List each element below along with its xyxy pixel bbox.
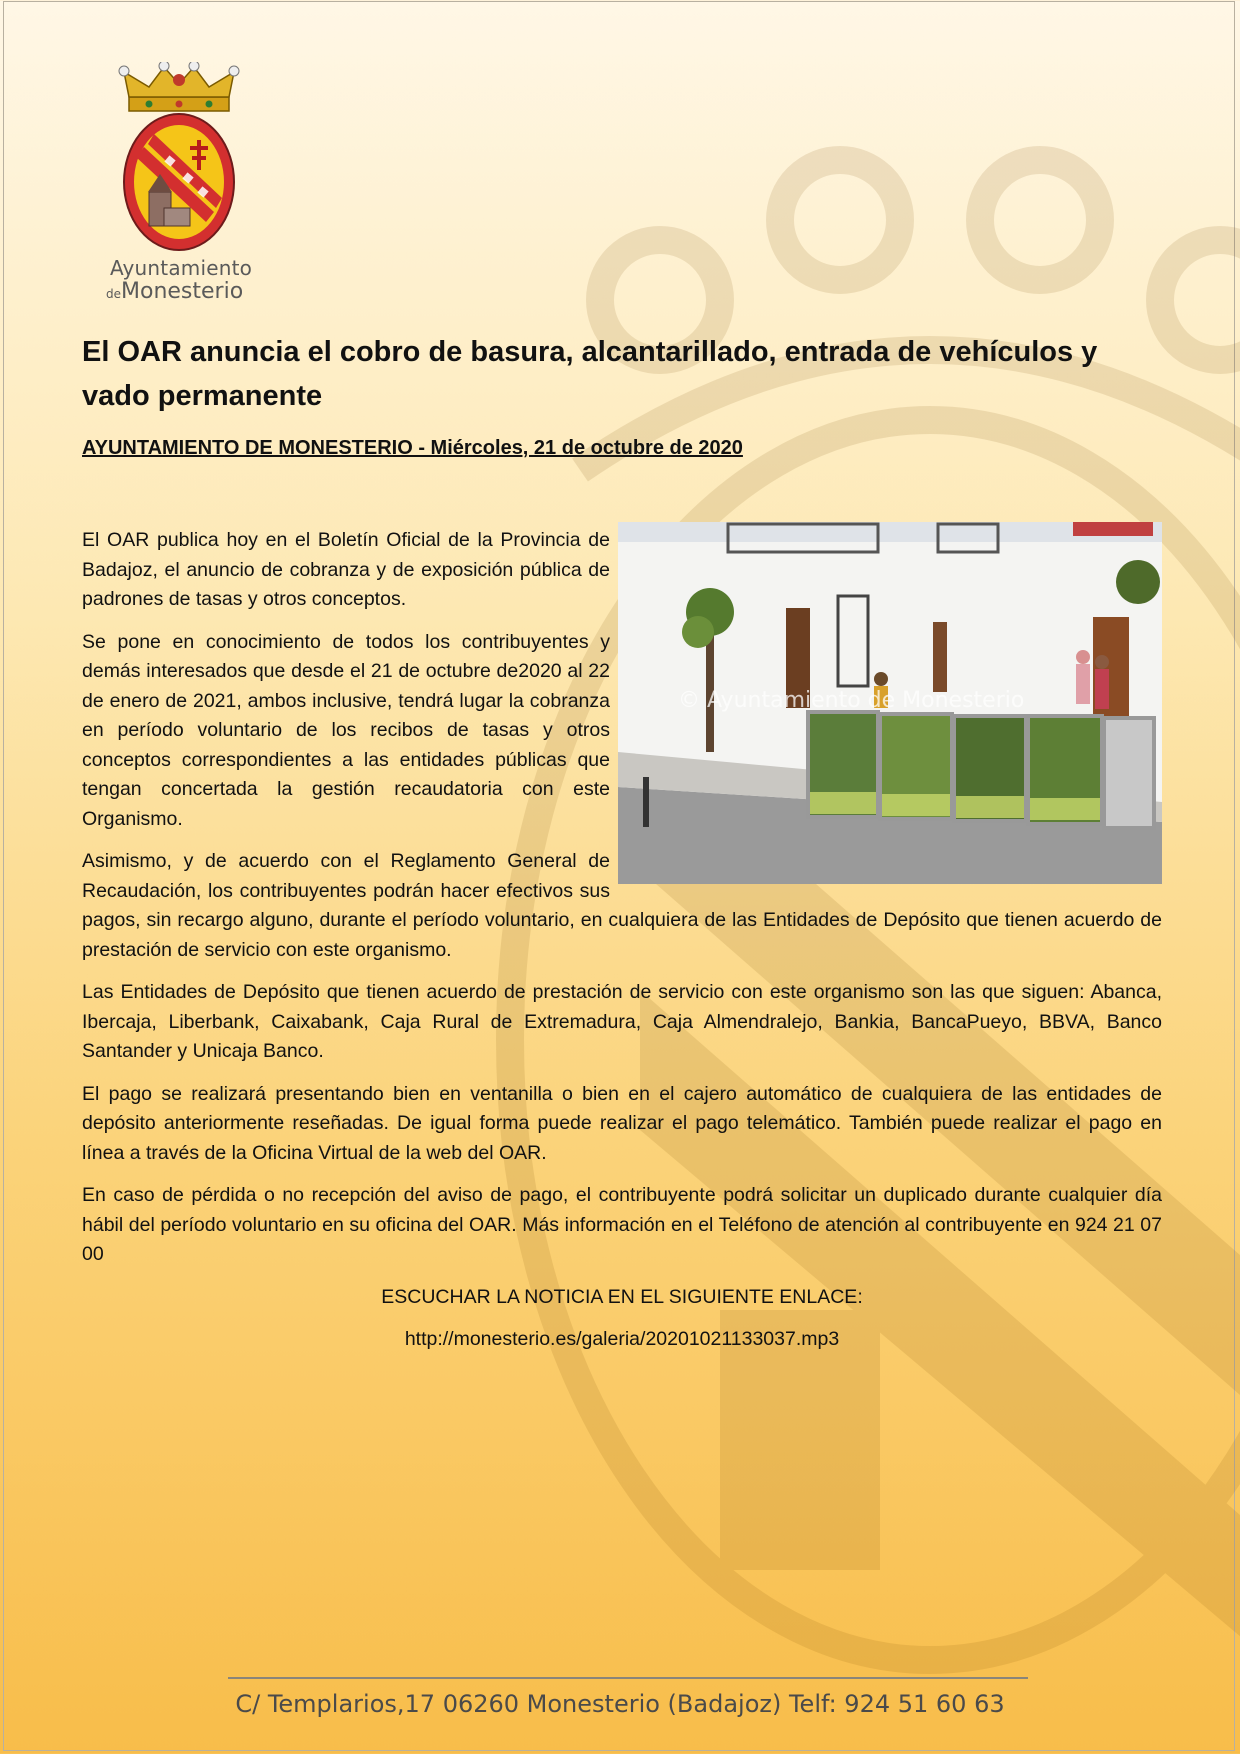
street-photo bbox=[618, 522, 1162, 884]
logo-text-de: de bbox=[106, 287, 121, 301]
audio-link[interactable]: http://monesterio.es/galeria/20201021133037.mp3 bbox=[404, 1328, 840, 1350]
article-title: El OAR anuncia el cobro de basura, alcantarillado, entrada de vehículos y vado permanente bbox=[82, 336, 1098, 412]
logo-text-monesterio-word: Monesterio bbox=[121, 279, 244, 304]
article-paragraph: El OAR publica hoy en el Boletín Oficial de la Provincia de Badajoz, el anuncio de cobranza y de exposición pública de padrones de tasas y otros conceptos. bbox=[82, 529, 610, 610]
logo-text-ayuntamiento: Ayuntamiento bbox=[110, 256, 253, 280]
article-paragraph: Asimismo, y de acuerdo con el Reglamento General de Recaudación, los contribuyentes podrán hacer efectivos sus pagos, sin recargo alguno, durante el período voluntario, en cualquiera de las Entidades de Depósito que tienen acuerdo de prestación de servicio con este organismo. bbox=[82, 850, 1162, 961]
article-paragraph: En caso de pérdida o no recepción del aviso de pago, el contribuyente podrá solicitar un duplicado durante cualquier día hábil del período voluntario en su oficina del OAR. Más información en el Teléfono de atención al contribuyente en 924 21 07 00 bbox=[82, 1184, 1162, 1265]
article-body bbox=[82, 526, 1162, 1368]
logo-text-monesterio bbox=[106, 279, 243, 304]
article-paragraph: Las Entidades de Depósito que tienen acuerdo de prestación de servicio con este organismo son las que siguen: Abanca, Ibercaja, Liberbank, Caixabank, Caja Rural de Extremadura, Caja Almendralejo, Bankia, BancaPueyo, BBVA, Banco Santander y Unicaja Banco. bbox=[82, 981, 1162, 1062]
footer-address: C/ Templarios,17 06260 Monesterio (Badajoz) Telf: 924 51 60 63 bbox=[235, 1690, 1005, 1718]
footer-divider bbox=[228, 1677, 1028, 1679]
photo-watermark-text: © Ayuntamiento de Monesterio bbox=[678, 688, 1025, 713]
article-paragraph: Se pone en conocimiento de todos los contribuyentes y demás interesados que desde el 21 de octubre de2020 al 22 de enero de 2021, ambos inclusive, tendrá lugar la cobranza en período voluntario de los recibos de tasas y otros conceptos correspondientes a las entidades públicas que tengan concertada la gestión recaudatoria con este Organismo. bbox=[82, 630, 610, 830]
article-paragraph: El pago se realizará presentando bien en ventanilla o bien en el cajero automático de cualquiera de las entidades de depósito anteriormente reseñadas. De igual forma puede realizar el pago telemático. También puede realizar el pago en línea a través de la Oficina Virtual de la web del OAR. bbox=[82, 1082, 1162, 1164]
article-byline: AYUNTAMIENTO DE MONESTERIO - Miércoles, 21 de octubre de 2020 bbox=[82, 437, 743, 459]
listen-label: ESCUCHAR LA NOTICIA EN EL SIGUIENTE ENLACE: bbox=[381, 1285, 863, 1308]
